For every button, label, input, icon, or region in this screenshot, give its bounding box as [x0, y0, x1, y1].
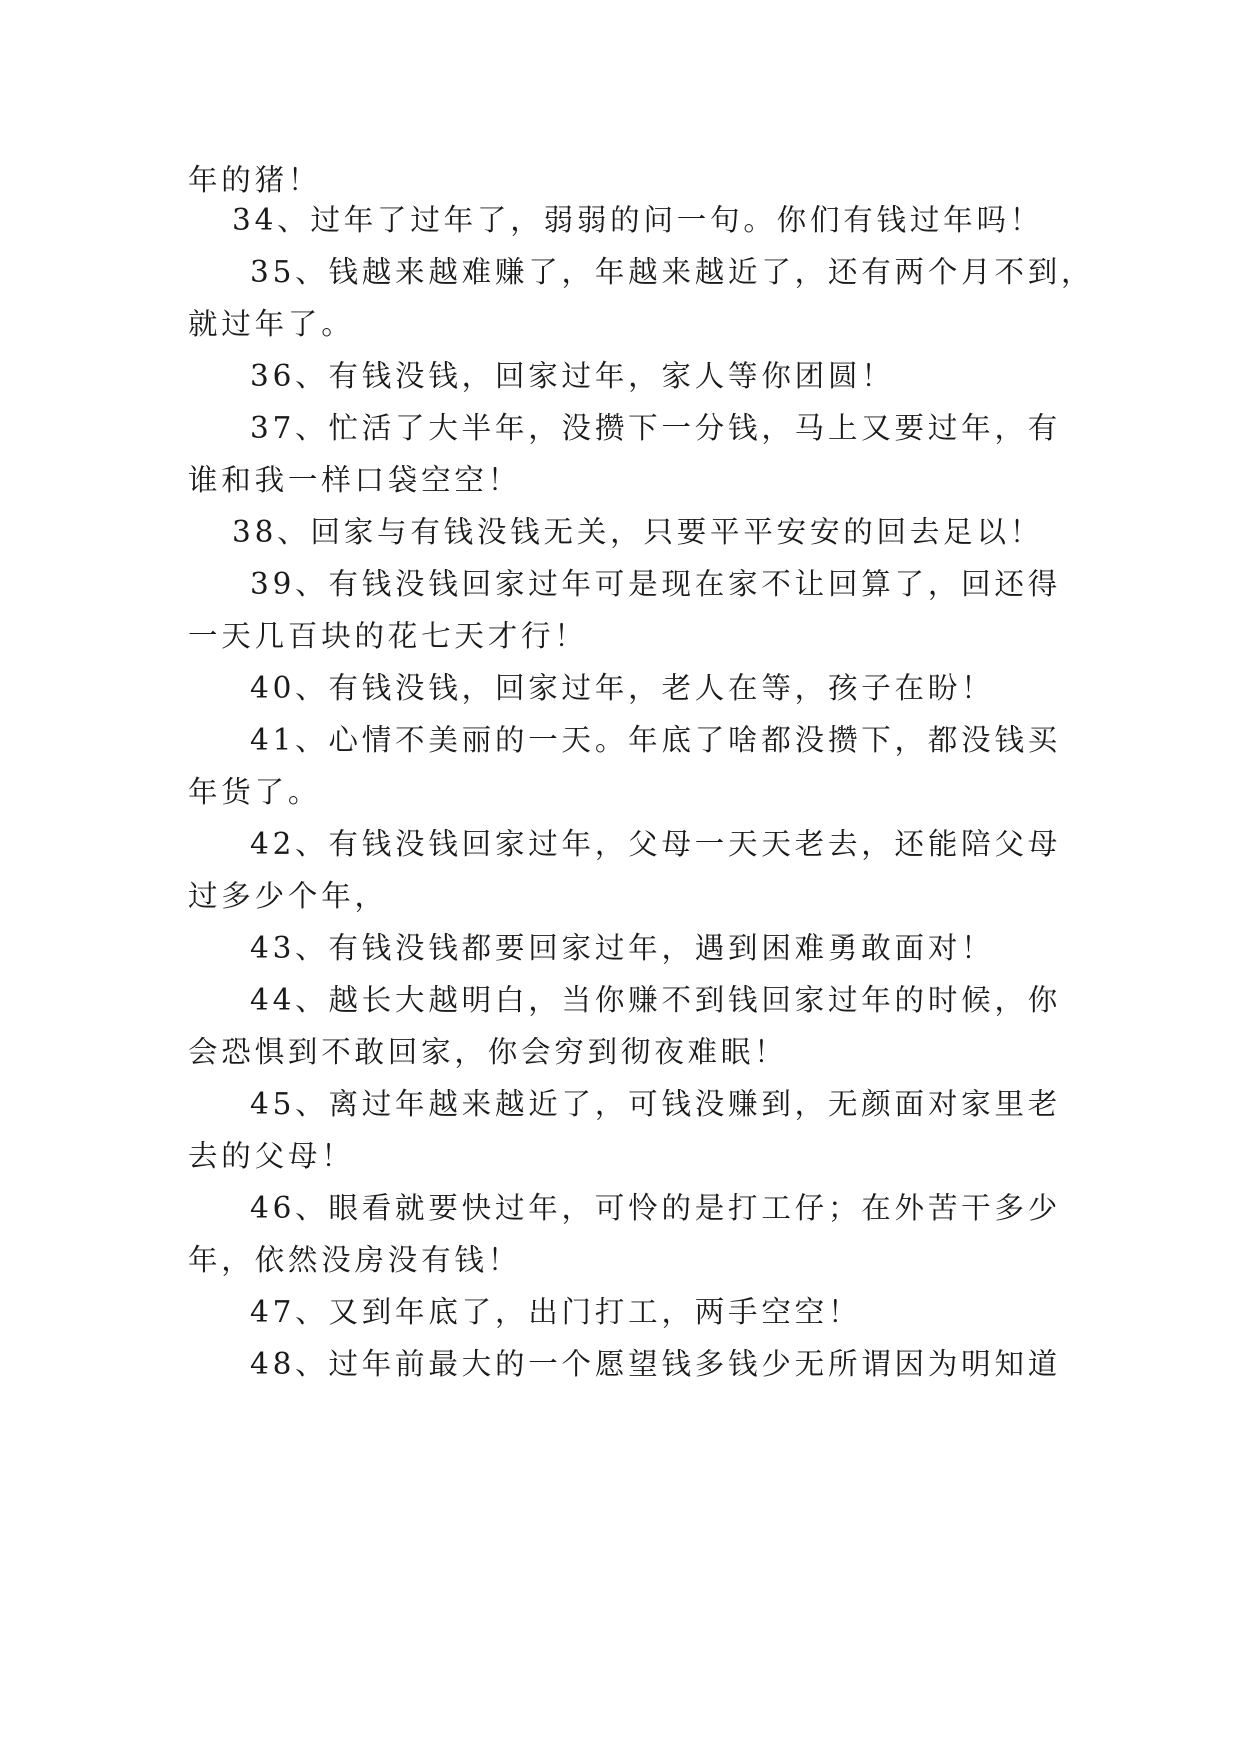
text-line: 过多少个年，: [188, 879, 388, 913]
text-line: 年的猪！: [188, 163, 322, 197]
text-line: 37、忙活了大半年，没攒下一分钱，马上又要过年，有: [250, 411, 1062, 445]
text-line: 44、越长大越明白，当你赚不到钱回家过年的时候，你: [250, 983, 1062, 1017]
text-line: 34、过年了过年了，弱弱的问一句。你们有钱过年吗！: [232, 203, 1044, 237]
text-line: 36、有钱没钱，回家过年，家人等你团圆！: [250, 359, 895, 393]
text-line: 48、过年前最大的一个愿望钱多钱少无所谓因为明知道: [250, 1347, 1062, 1381]
text-line: 42、有钱没钱回家过年，父母一天天老去，还能陪父母: [250, 827, 1062, 861]
text-line: 45、离过年越来越近了，可钱没赚到，无颜面对家里老: [250, 1087, 1062, 1121]
text-line: 会恐惧到不敢回家，你会穷到彻夜难眠！: [188, 1035, 788, 1069]
text-line: 年货了。: [188, 775, 322, 809]
text-line: 39、有钱没钱回家过年可是现在家不让回算了，回还得: [250, 567, 1062, 601]
text-line: 40、有钱没钱，回家过年，老人在等，孩子在盼！: [250, 671, 995, 705]
text-line: 去的父母！: [188, 1139, 355, 1173]
text-line: 谁和我一样口袋空空！: [188, 463, 522, 497]
text-line: 41、心情不美丽的一天。年底了啥都没攒下，都没钱买: [250, 723, 1062, 757]
text-line: 就过年了。: [188, 307, 355, 341]
text-line: 46、眼看就要快过年，可怜的是打工仔；在外苦干多少: [250, 1191, 1062, 1225]
text-line: 35、钱越来越难赚了，年越来越近了，还有两个月不到，: [250, 255, 1095, 289]
text-line: 38、回家与有钱没钱无关，只要平平安安的回去足以！: [232, 515, 1044, 549]
text-line: 47、又到年底了，出门打工，两手空空！: [250, 1295, 862, 1329]
text-line: 一天几百块的花七天才行！: [188, 619, 588, 653]
text-line: 43、有钱没钱都要回家过年，遇到困难勇敢面对！: [250, 931, 995, 965]
text-line: 年，依然没房没有钱！: [188, 1243, 522, 1277]
